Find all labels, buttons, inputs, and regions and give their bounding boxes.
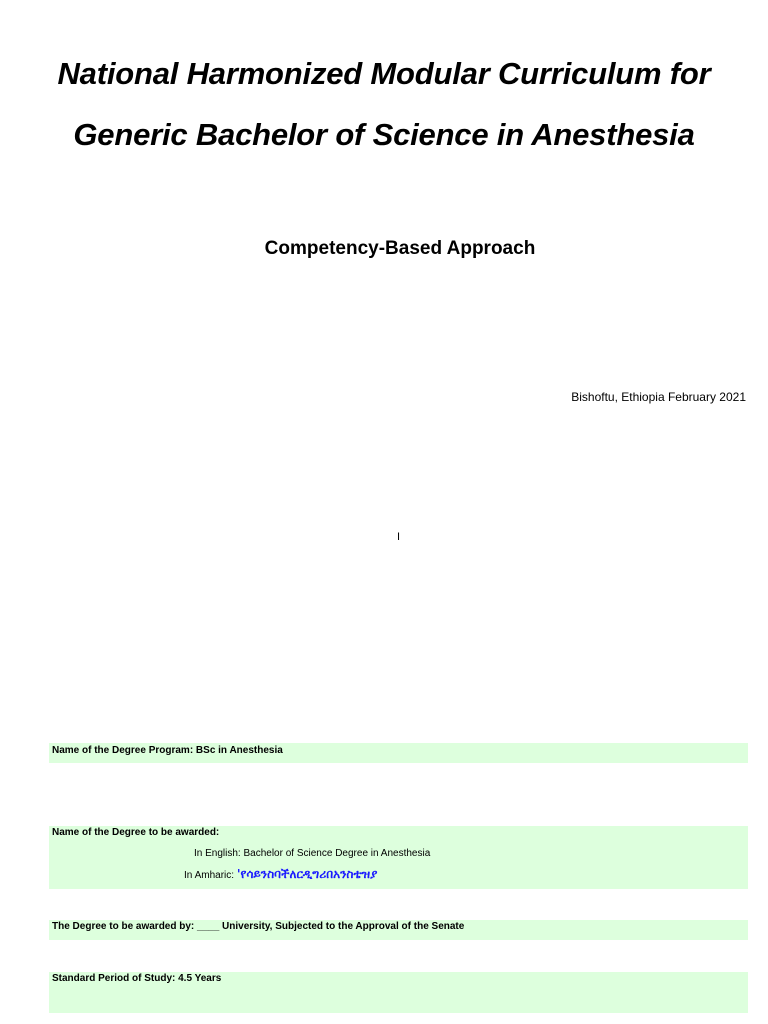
degree-program-band [49,743,748,763]
degree-program-name: Name of the Degree Program: BSc in Anesthesia [52,745,283,756]
study-period-text: Standard Period of Study: 4.5 Years [52,973,222,984]
study-period-band [49,972,748,1013]
document-title-line-2: Generic Bachelor of Science in Anesthesia [73,117,695,152]
place-and-date: Bishoftu, Ethiopia February 2021 [571,390,746,404]
english-degree-value: Bachelor of Science Degree in Anesthesia [243,848,431,859]
degree-awarded-band [49,826,748,889]
amharic-degree-label: In Amharic: [184,870,235,881]
amharic-degree-row [184,867,377,882]
document-subtitle: Competency-Based Approach [264,238,536,259]
document-title-line-1: National Harmonized Modular Curriculum for [57,56,711,91]
degree-awarded-label: Name of the Degree to be awarded: [52,827,220,838]
degree-awarder-band [49,920,748,940]
english-degree-row [194,848,430,859]
page-number-mark: I [397,531,401,543]
degree-awarder-text: The Degree to be awarded by: ____ University, Subjected to the Approval of the Senate [52,921,465,932]
amharic-degree-value: 'የሳይንስባችለርዲግሪበአንስቴዝያ [236,867,378,881]
english-degree-label: In English: [194,848,241,859]
